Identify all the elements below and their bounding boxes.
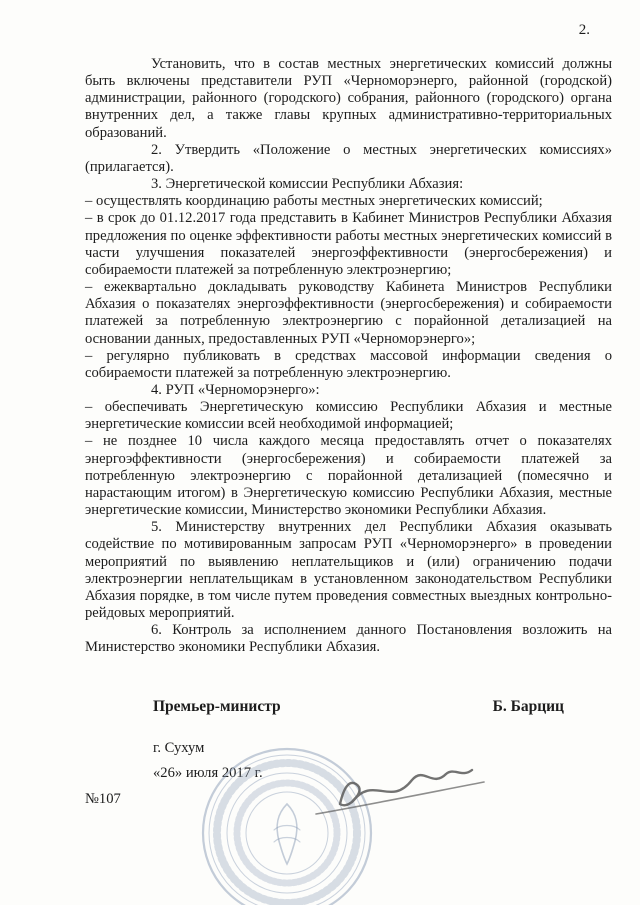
para-5: 5. Министерству внутренних дел Республики Абхазия оказывать содействие по мотивированным запросам РУП «Черноморэнерго» в проведении мероприятий по выявлению неплательщиков и (или) ограничению подачи электроэнергии неплательщикам в установленном законодательством Республики Абхазия порядке, в том числе путем проведения совместных выездных контрольно-рейдовых мероприятий. [85, 519, 612, 621]
signatory-name: Б. Барциц [492, 698, 564, 716]
para-6: 6. Контроль за исполнением данного Постановления возложить на Министерство экономики Республики Абхазия. [85, 622, 612, 656]
signature-place: г. Сухум [153, 739, 205, 756]
para-1-continuation: Установить, что в состав местных энергетических комиссий должны быть включены представители РУП «Черноморэнерго, районной (городской) администрации, районного (городского) собрания, районного (городского) органа внутренних дел, а также главы крупных административно-территориальных образований. [85, 56, 612, 141]
page-number: 2. [578, 22, 590, 38]
signatory-title: Премьер-министр [153, 698, 281, 716]
para-4-item-1: – обеспечивать Энергетическую комиссию Республики Абхазия и местные энергетические комиссии всей необходимой информацией; [85, 399, 612, 433]
para-3: 3. Энергетической комиссии Республики Абхазия: [151, 176, 464, 193]
para-4-item-2: – не позднее 10 числа каждого месяца предоставлять отчет о показателях энергоэффективности (энергосбережения) и собираемости платежей за потребленную электроэнергию с порайонной детализацией (помесячно и нарастающим итогом) в Энергетическую комиссию Республики Абхазия, местные энергетические комиссии, Министерство экономики Республики Абхазия. [85, 433, 612, 519]
para-3-item-1: – осуществлять координацию работы местных энергетических комиссий; [85, 193, 543, 210]
para-3-item-2: – в срок до 01.12.2017 года представить в Кабинет Министров Республики Абхазия предложения по оценке эффективности работы местных энергетических комиссий в части улучшения показателей энергоэффективности (энергосбережения) и собираемости платежей за потребленную электроэнергию; [85, 210, 612, 278]
document-number: №107 [85, 790, 121, 807]
document-body [85, 56, 612, 808]
para-3-item-4: – регулярно публиковать в средствах массовой информации сведения о собираемости платежей за потребленную электроэнергию. [85, 347, 612, 381]
para-2: 2. Утвердить «Положение о местных энергетических комиссиях» (прилагается). [85, 141, 612, 175]
signature-row [85, 698, 612, 715]
signature-date: «26» июля 2017 г. [153, 764, 263, 781]
para-3-item-3: – ежеквартально докладывать руководству Кабинета Министров Республики Абхазия о показателях энергоэффективности (энергосбережения) и собираемости платежей за потребленную электроэнергию с порайонной детализацией на основании данных, предоставленных РУП «Черноморэнерго»; [85, 279, 612, 347]
para-4: 4. РУП «Черноморэнерго»: [151, 381, 320, 398]
